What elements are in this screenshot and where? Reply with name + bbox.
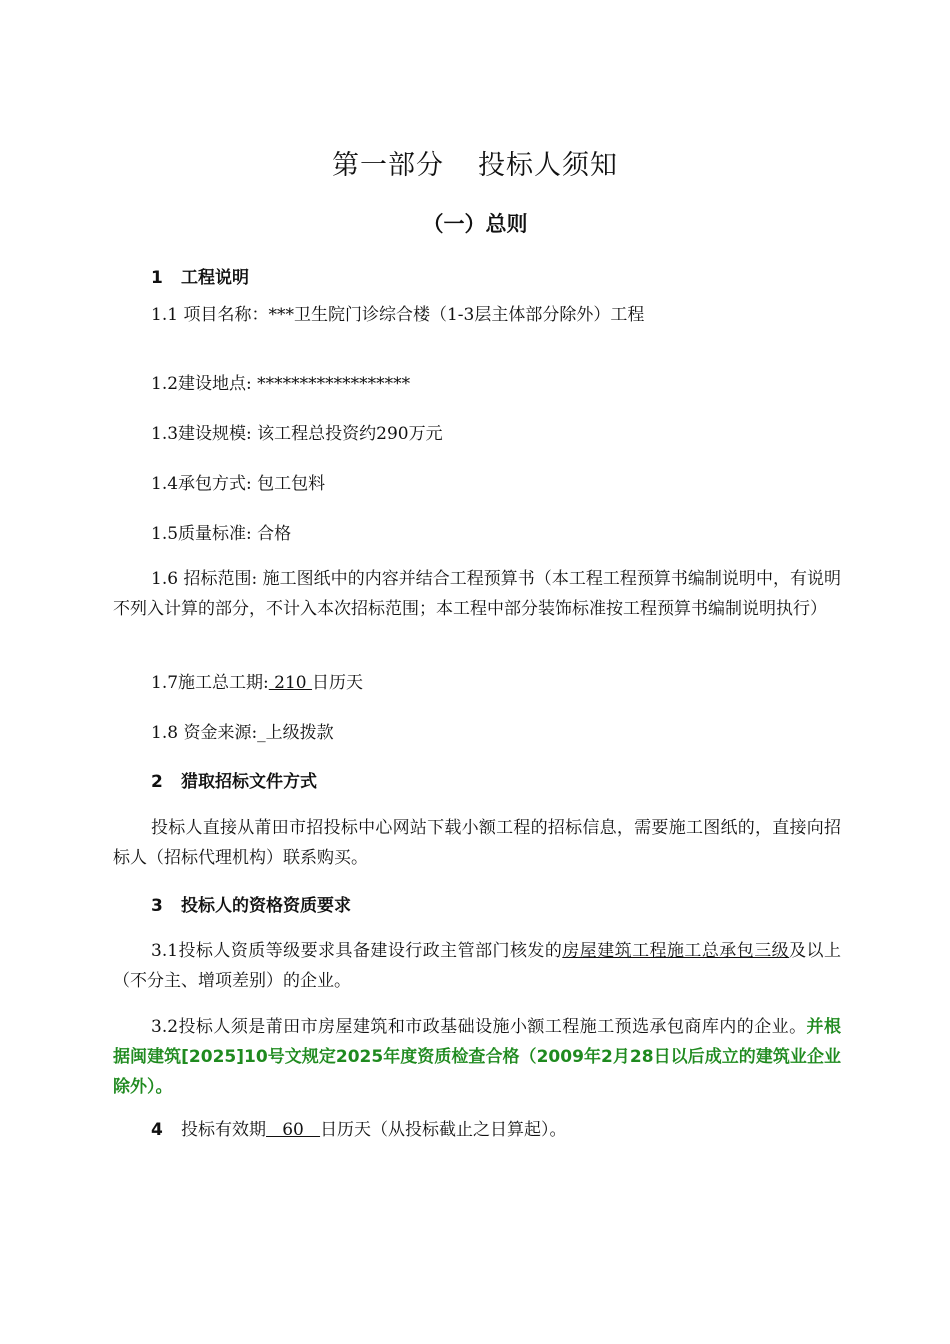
qualification-level: 房屋建筑工程施工总承包三级	[562, 941, 790, 961]
page-title	[0, 143, 950, 182]
section-heading-2: 2 猎取招标文件方式	[151, 772, 317, 792]
title-main: 投标人须知	[478, 150, 618, 181]
funding-value: _上级拨款	[257, 723, 334, 743]
item-1-7: 1.7施工总工期: 210 日历天	[151, 673, 364, 693]
section-heading-1: 1 工程说明	[151, 268, 249, 288]
item-3-1: 3.1投标人资质等级要求具备建设行政主管部门核发的房屋建筑工程施工总承包三级及以上（不分主、增项差别）的企业。	[113, 941, 842, 991]
item-1-4: 1.4承包方式: 包工包料	[151, 474, 326, 494]
item-1-5: 1.5质量标准: 合格	[151, 524, 292, 544]
duration-value: 210	[268, 673, 313, 693]
section-heading-4: 4 投标有效期 60 日历天（从投标截止之日算起）。	[151, 1120, 567, 1140]
highlighted-requirement: 并根据闽建筑[2025]10号文规定2025年度资质检查合格（2009年2月28日以后成立的建筑业企业除外）。	[113, 1017, 841, 1097]
section-subtitle: （一）总则	[422, 212, 528, 236]
title-part: 第一部分	[332, 150, 444, 181]
validity-days: 60	[266, 1120, 321, 1140]
item-1-6: 1.6 招标范围: 施工图纸中的内容并结合工程预算书（本工程工程预算书编制说明中，有说明不列入计算的部分，不计入本次招标范围；本工程中部分装饰标准按工程预算书编制说明执行）	[113, 569, 841, 619]
item-1-1: 1.1 项目名称：***卫生院门诊综合楼（1-3层主体部分除外）工程	[151, 305, 645, 325]
item-1-2: 1.2建设地点: ******************	[151, 374, 411, 394]
section-heading-3: 3 投标人的资格资质要求	[151, 896, 351, 916]
item-3-2: 3.2投标人须是莆田市房屋建筑和市政基础设施小额工程施工预选承包商库内的企业。并根据闽建筑[2025]10号文规定2025年度资质检查合格（2009年2月28日以后成立的建筑业企业除外）。	[113, 1017, 841, 1097]
item-1-8: 1.8 资金来源:_上级拨款	[151, 723, 334, 743]
item-1-3: 1.3建设规模: 该工程总投资约290万元	[151, 424, 443, 444]
section-2-paragraph: 投标人直接从莆田市招投标中心网站下载小额工程的招标信息，需要施工图纸的，直接向招标人（招标代理机构）联系购买。	[113, 818, 841, 868]
